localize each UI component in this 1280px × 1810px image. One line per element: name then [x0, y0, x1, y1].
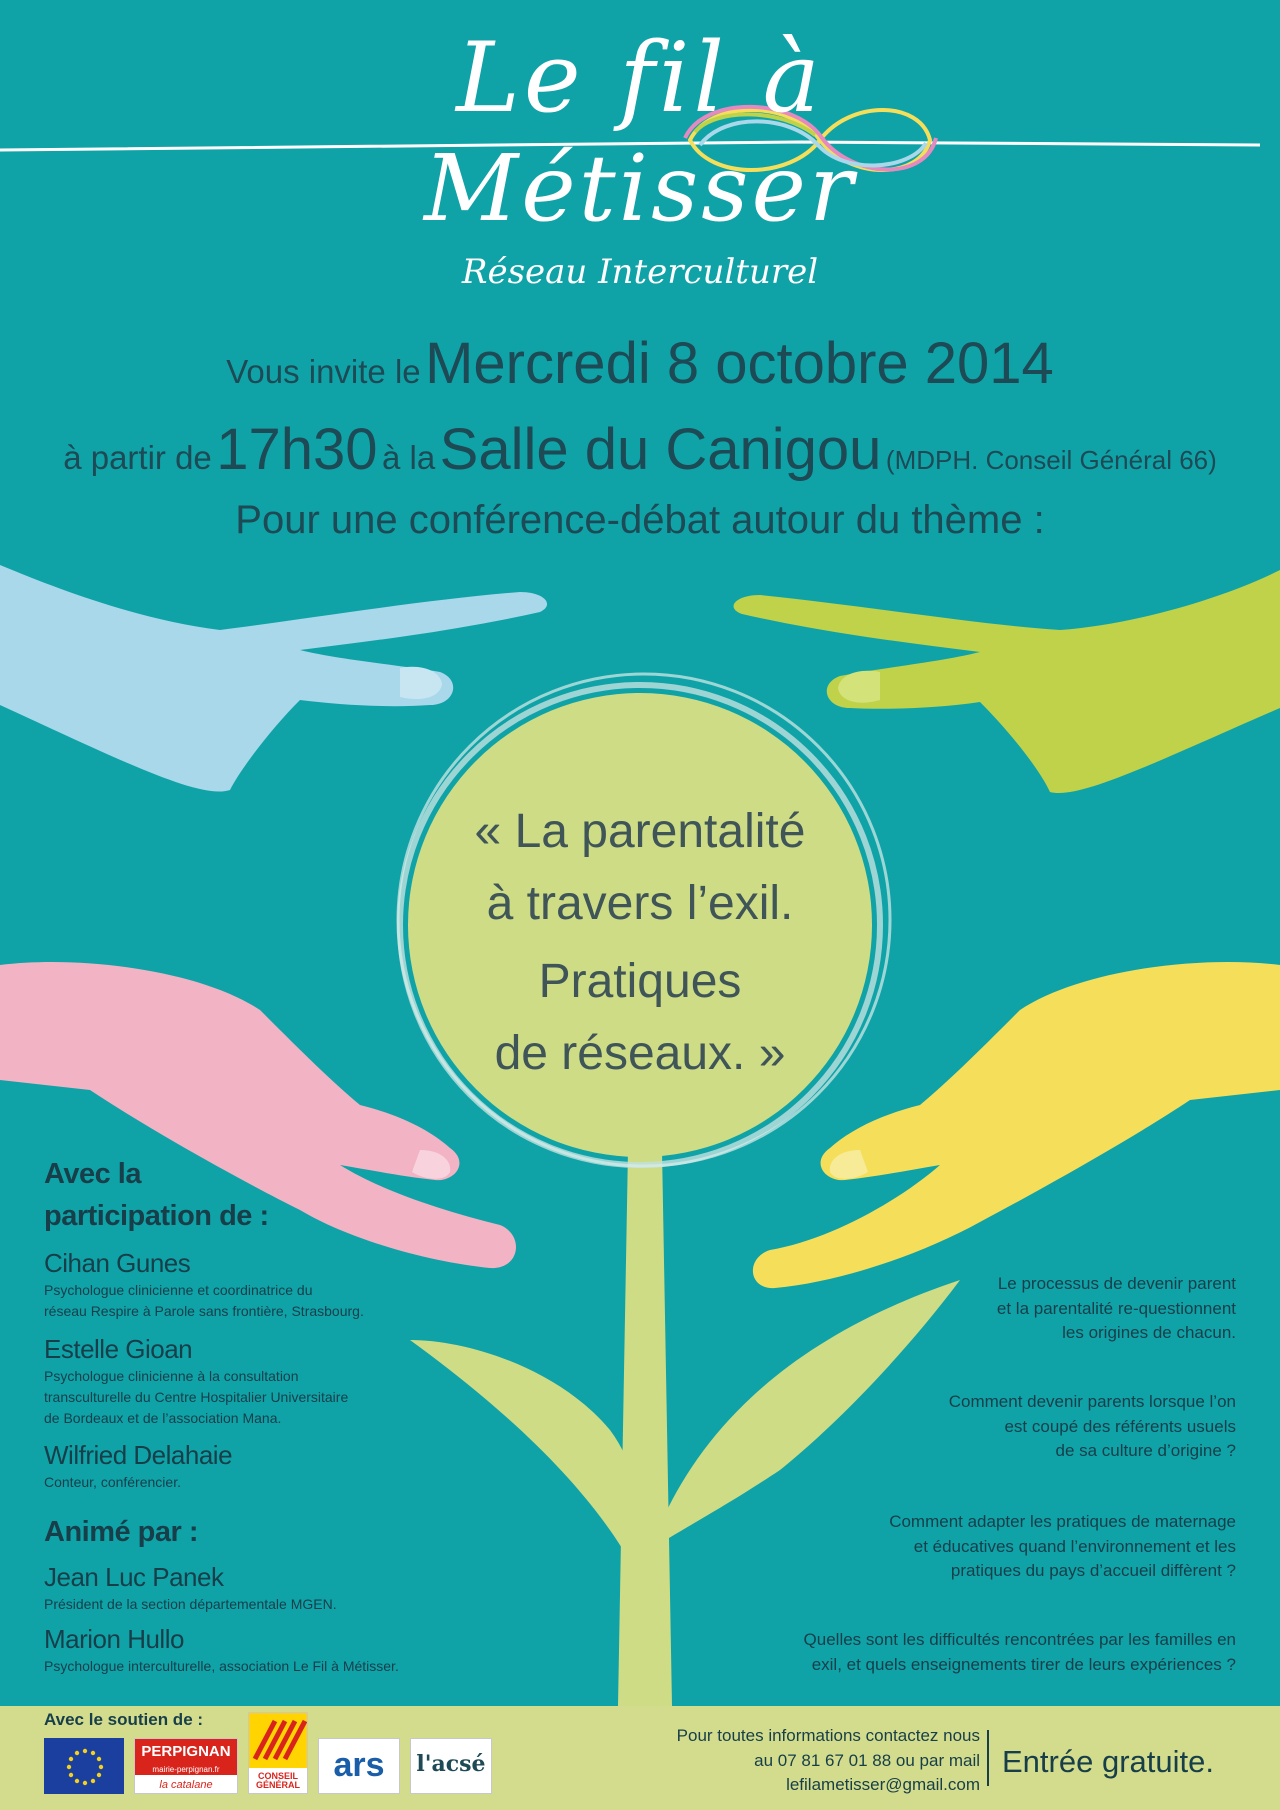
perpignan-logo: PERPIGNAN mairie-perpignan.fr la catalane: [134, 1738, 238, 1794]
left-leaf: [410, 1340, 643, 1580]
question-block: Quelles sont les difficultés rencontrées par les familles en exil, et quels enseignements tirer de leurs expériences ?: [803, 1630, 1236, 1674]
contact-email[interactable]: lefilametisser@gmail.com: [786, 1775, 980, 1795]
animator-name: Jean Luc Panek: [44, 1562, 224, 1592]
footer-divider: [987, 1730, 989, 1786]
speaker-name: Wilfried Delahaie: [44, 1440, 233, 1470]
place-detail: (MDPH. Conseil Général 66): [885, 445, 1217, 475]
animated-by-heading: Animé par :: [44, 1516, 199, 1548]
speaker-desc: Psychologue clinicienne à la consultation transculturelle du Centre Hospitalier Universitaire de Bordeaux et de l’association Mana.: [44, 1368, 349, 1426]
logo-line1: Le fil à: [456, 22, 824, 134]
invitation-line2: [0, 416, 1280, 483]
participation-heading-1: Avec la: [44, 1158, 141, 1190]
animator-desc: Psychologue interculturelle, association Le Fil à Métisser.: [44, 1658, 399, 1674]
support-label: Avec le soutien de :: [44, 1710, 204, 1729]
speaker-desc: Conteur, conférencier.: [44, 1474, 181, 1490]
animator-desc: Président de la section départementale MGEN.: [44, 1596, 337, 1612]
invitation-line3: Pour une conférence-débat autour du thème :: [235, 498, 1045, 542]
speaker-desc: Psychologue clinicienne et coordinatrice du réseau Respire à Parole sans frontière, Strasbourg.: [44, 1282, 364, 1319]
plant-stem: [618, 1150, 672, 1706]
event-time: 17h30: [216, 417, 378, 482]
question-block: Comment adapter les pratiques de maternage et éducatives quand l’environnement et les pratiques du pays d’accueil diffèrent ?: [889, 1512, 1236, 1581]
animator-name: Marion Hullo: [44, 1624, 184, 1654]
acse-logo: l'acsé: [410, 1738, 492, 1794]
contact-phone: au 07 81 67 01 88 ou par mail: [754, 1750, 980, 1770]
conseil-general-logo: CONSEIL GÉNÉRAL: [248, 1712, 308, 1794]
event-date: Mercredi 8 octobre 2014: [425, 331, 1054, 396]
ars-logo: ars: [318, 1738, 400, 1794]
eu-flag-logo: [44, 1738, 124, 1794]
event-place: Salle du Canigou: [439, 417, 882, 482]
question-block: Le processus de devenir parent et la parentalité re-questionnent les origines de chacun.: [996, 1274, 1236, 1343]
eu-stars-icon: [45, 1739, 124, 1794]
theme-line1: « La parentalité: [474, 805, 806, 858]
theme-line4: de réseaux. »: [494, 1027, 786, 1080]
free-entry: Entrée gratuite.: [1002, 1744, 1214, 1779]
speaker-name: Estelle Gioan: [44, 1334, 193, 1364]
place-prefix: à la: [382, 439, 436, 476]
theme-line2: à travers l’exil.: [486, 877, 794, 930]
speaker-name: Cihan Gunes: [44, 1248, 191, 1278]
contact-info: Pour toutes informations contactez nous au 07 81 67 01 88 ou par mail lefilametisser@gmail.com: [677, 1724, 980, 1798]
participation-heading-2: participation de :: [44, 1200, 269, 1232]
invitation-line1: [0, 330, 1280, 397]
question-block: Comment devenir parents lorsque l’on est coupé des référents usuels de sa culture d’origine ?: [948, 1392, 1236, 1461]
time-prefix: à partir de: [63, 439, 212, 476]
theme-line3: Pratiques: [538, 955, 742, 1008]
invite-text: Vous invite le: [226, 353, 421, 390]
catalan-stripes-icon: [249, 1713, 308, 1763]
logo-subtitle: Réseau Interculturel: [461, 252, 819, 292]
logo-line2: Métisser: [424, 135, 856, 242]
